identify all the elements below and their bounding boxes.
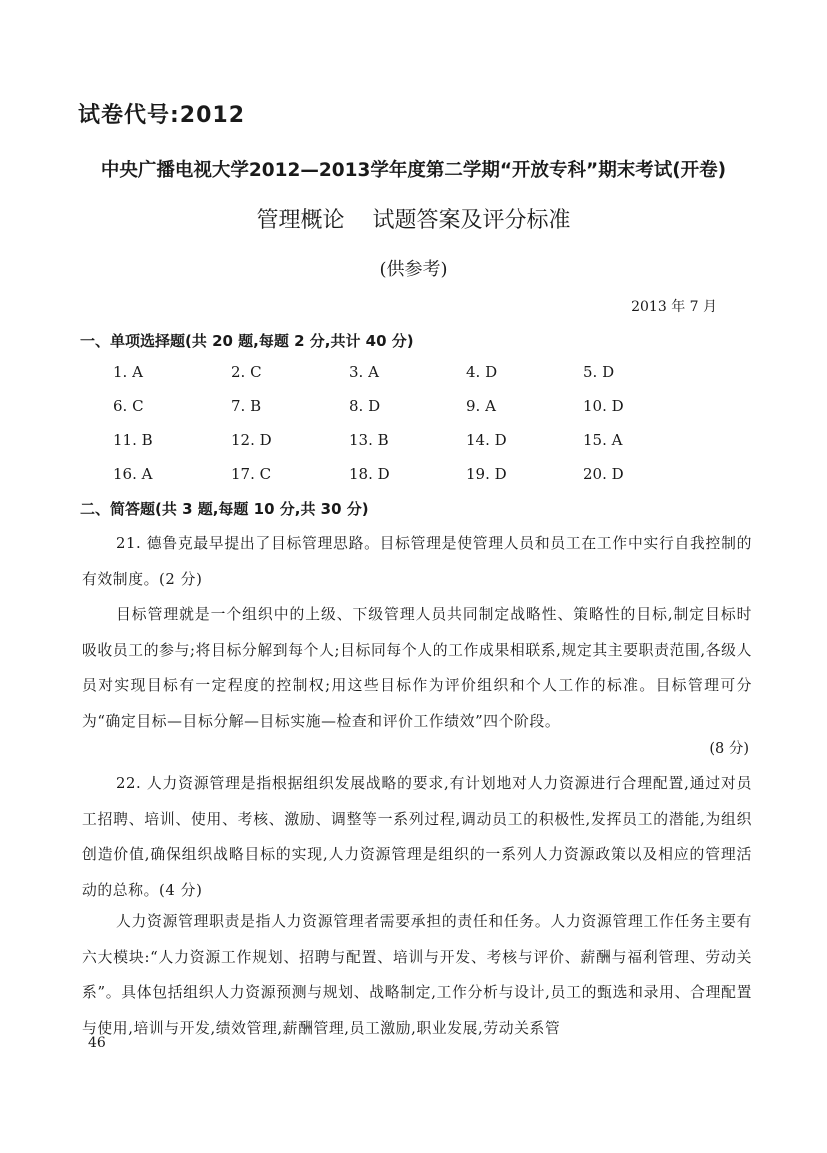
- q21-score: (8 分): [709, 741, 749, 757]
- answer-item: 19. D: [466, 465, 507, 483]
- answer-item: 17. C: [231, 465, 272, 483]
- subject-name: 管理概论: [256, 208, 345, 233]
- q22-responsibilities: 人力资源管理职责是指人力资源管理者需要承担的责任和任务。人力资源管理工作任务主要有六大模块:“人力资源工作规划、招聘与配置、培训与开发、考核与评价、薪酬与福利管理、劳动关系”。具体包括组织人力资源预测与规划、战略制定,工作分析与设计,员工的甄选和录用、合理配置与使用,培训与开发,绩效管理,薪酬管理,员工激励,职业发展,劳动关系管: [82, 913, 752, 1037]
- answer-item: 18. D: [349, 465, 390, 483]
- answer-grid: [113, 363, 713, 499]
- q21-definition: 21. 德鲁克最早提出了目标管理思路。目标管理是使管理人员和员工在工作中实行自我控制的有效制度。(2 分): [82, 535, 752, 588]
- answer-row: [113, 363, 713, 397]
- answer-item: 1. A: [113, 363, 143, 381]
- answer-row: [113, 465, 713, 499]
- answer-item: 7. B: [231, 397, 262, 415]
- paper-code: 试卷代号:2012: [78, 103, 246, 128]
- exam-date: 2013 年 7 月: [631, 299, 717, 315]
- answer-item: 12. D: [231, 431, 272, 449]
- document-type: 试题答案及评分标准: [372, 208, 571, 233]
- answer-item: 14. D: [466, 431, 507, 449]
- page-number: 46: [88, 1035, 106, 1051]
- answer-item: 13. B: [349, 431, 389, 449]
- answer-item: 5. D: [583, 363, 615, 381]
- q21-explanation: 目标管理就是一个组织中的上级、下级管理人员共同制定战略性、策略性的目标,制定目标时吸收员工的参与;将目标分解到每个人;目标同每个人的工作成果相联系,规定其主要职责范围,各级人员对实现目标有一定程度的控制权;用这些目标作为评价组织和个人工作的标准。目标管理可分为“确定目标—目标分解—目标实施—检查和评价工作绩效”四个阶段。: [82, 606, 752, 730]
- answer-item: 3. A: [349, 363, 379, 381]
- answer-item: 10. D: [583, 397, 624, 415]
- answer-item: 6. C: [113, 397, 144, 415]
- answer-item: 20. D: [583, 465, 624, 483]
- answer-row: [113, 397, 713, 431]
- answer-item: 8. D: [349, 397, 381, 415]
- answer-item: 2. C: [231, 363, 262, 381]
- answer-item: 4. D: [466, 363, 498, 381]
- q22-definition: 22. 人力资源管理是指根据组织发展战略的要求,有计划地对人力资源进行合理配置,通过对员工招聘、培训、使用、考核、激励、调整等一系列过程,调动员工的积极性,发挥员工的潜能,为组织创造价值,确保组织战略目标的实现,人力资源管理是组织的一系列人力资源政策以及相应的管理活动的总称。(4 分): [82, 775, 752, 899]
- exam-title: 中央广播电视大学2012—2013学年度第二学期“开放专科”期末考试(开卷): [100, 160, 727, 181]
- reference-note: (供参考): [379, 259, 448, 280]
- subject-title: [0, 203, 827, 234]
- answer-row: [113, 431, 713, 465]
- answer-item: 16. A: [113, 465, 153, 483]
- answer-item: 9. A: [466, 397, 496, 415]
- answer-item: 11. B: [113, 431, 153, 449]
- section-2-heading: 二、简答题(共 3 题,每题 10 分,共 30 分): [80, 500, 369, 518]
- answer-item: 15. A: [583, 431, 623, 449]
- section-1-heading: 一、单项选择题(共 20 题,每题 2 分,共计 40 分): [80, 332, 414, 350]
